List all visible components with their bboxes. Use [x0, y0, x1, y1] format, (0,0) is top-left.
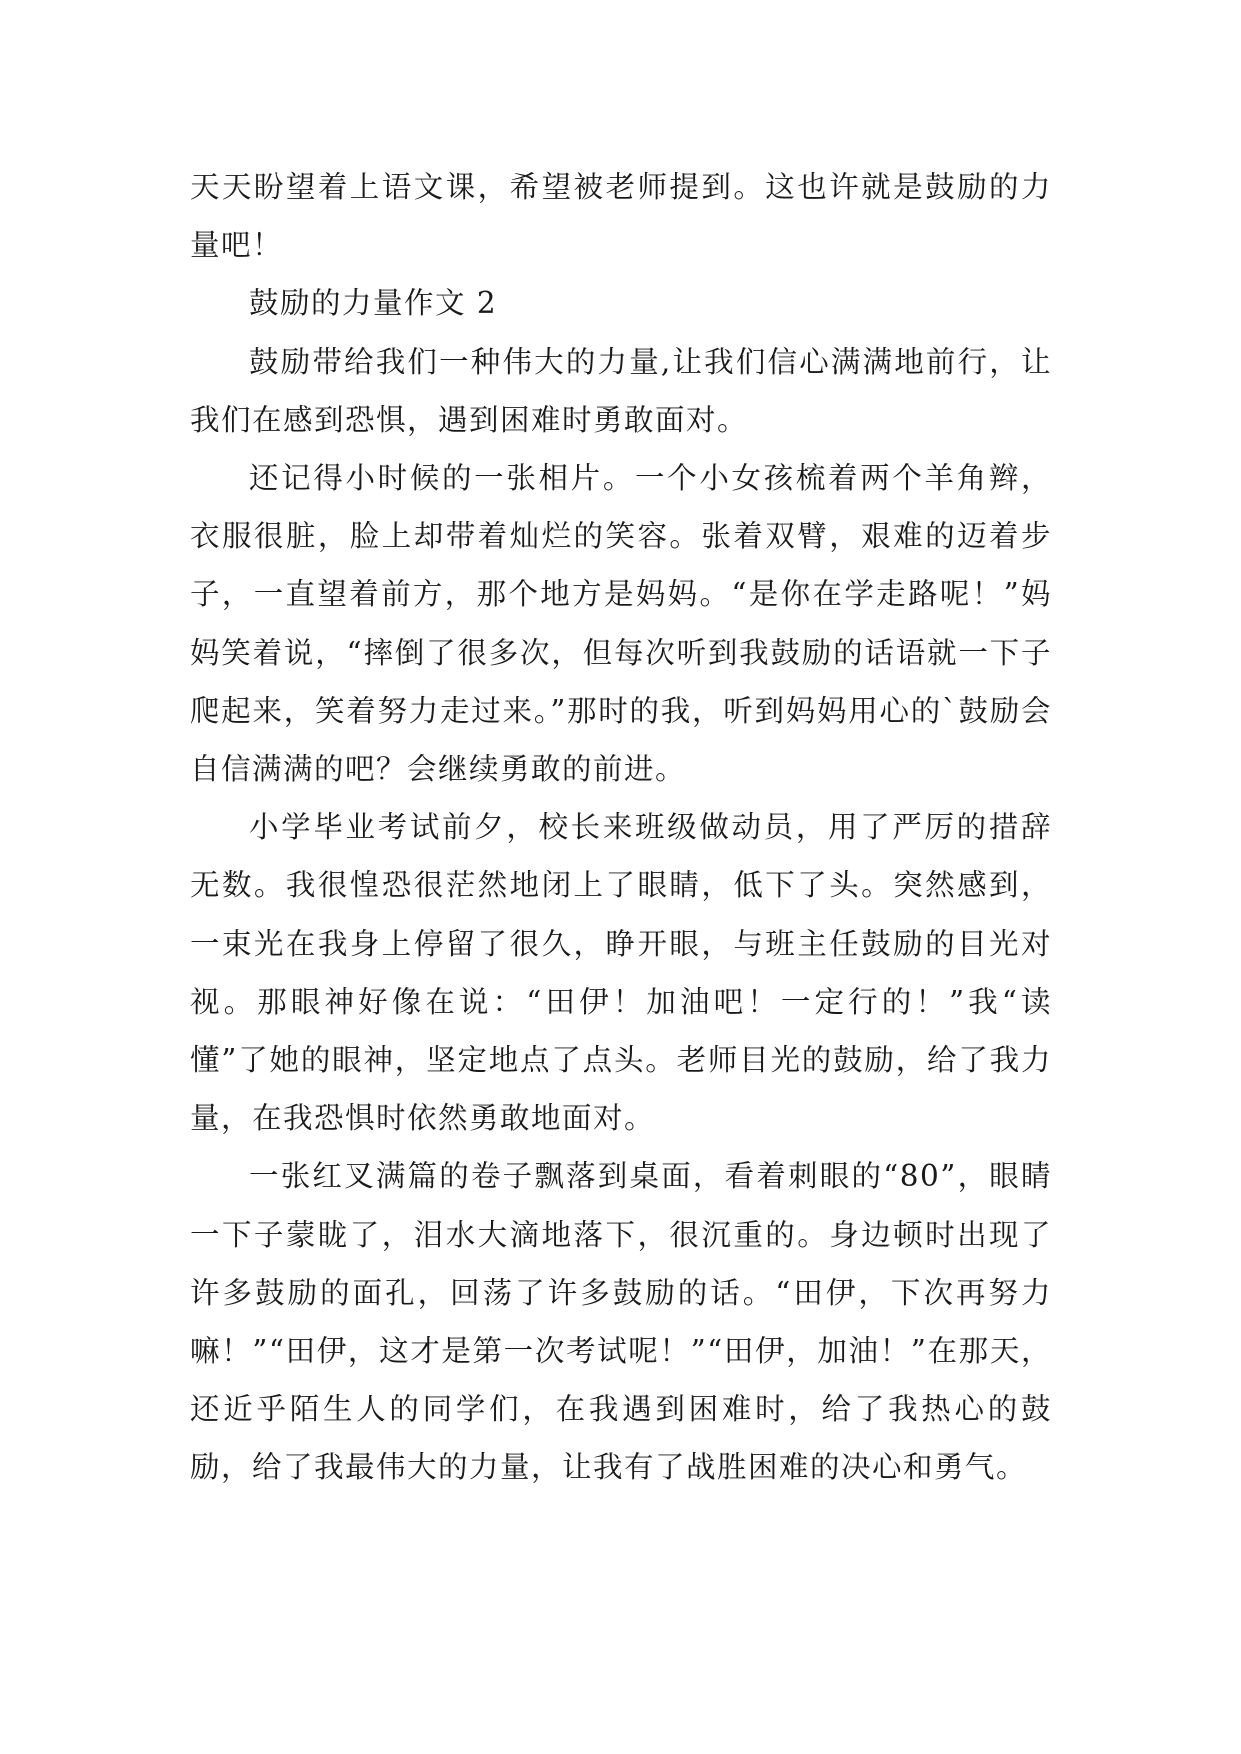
- paragraph-childhood-photo: 还记得小时候的一张相片。一个小女孩梳着两个羊角辫，衣服很脏，脸上却带着灿烂的笑容。张着双臂，艰难的迈着步子，一直望着前方，那个地方是妈妈。“是你在学走路呢！”妈妈笑着说，“摔倒了很多次，但每次听到我鼓励的话语就一下子爬起来，笑着努力走过来。”那时的我，听到妈妈用心的`鼓励会自信满满的吧？会继续勇敢的前进。: [190, 461, 1052, 787]
- essay-heading: 鼓励的力量作文 2: [249, 286, 498, 321]
- paragraph-intro: 鼓励带给我们一种伟大的力量,让我们信心满满地前行，让我们在感到恐惧，遇到困难时勇敢面对。: [190, 344, 1052, 437]
- paragraph-continuation: 天天盼望着上语文课，希望被老师提到。这也许就是鼓励的力量吧！: [190, 170, 1052, 263]
- paragraph-test-paper: 一张红叉满篇的卷子飘落到桌面，看着刺眼的“80”，眼睛一下子蒙眬了，泪水大滴地落下，很沉重的。身边顿时出现了许多鼓励的面孔，回荡了许多鼓励的话。“田伊，下次再努力嘛！”“田伊，这才是第一次考试呢！”“田伊，加油！”在那天，还近乎陌生人的同学们，在我遇到困难时，给了我热心的鼓励，给了我最伟大的力量，让我有了战胜困难的决心和勇气。: [190, 1159, 1052, 1485]
- paragraph-graduation-exam: 小学毕业考试前夕，校长来班级做动员，用了严厉的措辞无数。我很惶恐很茫然地闭上了眼睛，低下了头。突然感到，一束光在我身上停留了很久，睁开眼，与班主任鼓励的目光对视。那眼神好像在说：“田伊！加油吧！一定行的！”我“读懂”了她的眼神，坚定地点了点头。老师目光的鼓励，给了我力量，在我恐惧时依然勇敢地面对。: [190, 810, 1052, 1136]
- document-body: [190, 158, 1052, 1497]
